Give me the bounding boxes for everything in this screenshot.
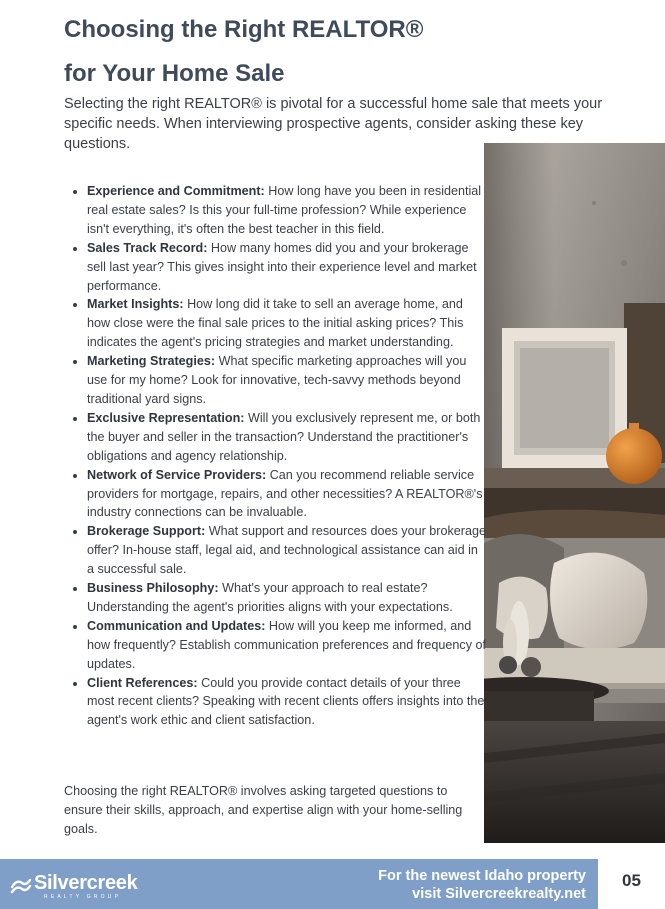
question-text: Will you exclusively represent me, or both the buyer and seller in the transaction? Understand the practitioner's obligations and agency relationship. — [87, 410, 481, 463]
list-item — [87, 466, 487, 523]
logo-wordmark: Silvercreek — [34, 872, 138, 894]
page-title — [64, 8, 624, 96]
question-heading: Network of Service Providers: — [87, 467, 267, 482]
list-item — [87, 579, 487, 617]
list-item — [87, 409, 487, 466]
question-heading: Client References: — [87, 675, 198, 690]
question-text: How many homes did you and your brokerage sell last year? This gives insight into their experience level and market performance. — [87, 240, 477, 293]
silvercreek-logo-icon — [10, 873, 32, 895]
question-text: What specific marketing approaches will you use for my home? Look for innovative, tech-savvy methods beyond traditional yard signs. — [87, 354, 467, 406]
list-item — [87, 239, 487, 296]
list-item — [87, 295, 487, 352]
interview-questions-list — [64, 182, 487, 730]
living-room-illustration — [484, 143, 665, 843]
silvercreek-logo[interactable] — [10, 871, 150, 901]
question-text: What support and resources does your brokerage offer? In-house staff, legal aid, and technological assistance can aid in a successful sale. — [87, 524, 486, 577]
question-text: How long did it take to sell an average home, and how close were the final sale prices to the initial asking prices? This indicates the agent's pricing strategies and market understanding. — [87, 297, 464, 350]
question-heading: Communication and Updates: — [87, 618, 266, 633]
question-heading: Business Philosophy: — [87, 581, 219, 596]
footer-website-link[interactable]: visit Silvercreekrealty.net — [412, 886, 586, 902]
question-text: Could you provide contact details of your three most recent clients? Speaking with recent clients offers insights into the agent's work ethic and client satisfaction. — [87, 675, 485, 728]
question-heading: Marketing Strategies: — [87, 354, 216, 369]
question-text: Can you recommend reliable service providers for mortgage, repairs, and other necessities? A REALTOR®'s industry connections can be invaluable. — [87, 467, 483, 520]
list-item — [87, 617, 487, 674]
footer-promo — [378, 867, 586, 903]
list-item — [87, 522, 487, 579]
question-heading: Sales Track Record: — [87, 240, 208, 255]
list-item — [87, 674, 487, 731]
intro-paragraph: Selecting the right REALTOR® is pivotal for a successful home sale that meets your specific needs. When interviewing prospective agents, consider asking these key questions. — [64, 96, 603, 152]
question-text: How will you keep me informed, and how frequently? Establish communication preferences and frequency of updates. — [87, 618, 487, 671]
list-item — [87, 352, 487, 409]
footer-promo-line-1: For the newest Idaho property — [378, 868, 586, 884]
closing-paragraph: Choosing the right REALTOR® involves asking targeted questions to ensure their skills, approach, and expertise align with your home-selling goals. — [64, 784, 463, 836]
question-heading: Brokerage Support: — [87, 524, 206, 539]
logo-tagline: REALTY GROUP — [44, 894, 122, 900]
question-text: How long have you been in residential real estate sales? Is this your full-time profession? While experience isn't everything, it's often the best teacher in this field. — [87, 184, 482, 236]
footer-bar — [0, 859, 598, 909]
page-title-line-2: for Your Home Sale — [64, 60, 285, 87]
living-room-photo — [484, 143, 665, 843]
question-heading: Market Insights: — [87, 297, 184, 312]
question-heading: Exclusive Representation: — [87, 410, 245, 425]
page-number: 05 — [598, 859, 665, 909]
page-title-line-1: Choosing the Right REALTOR® — [64, 16, 424, 43]
list-item — [87, 182, 487, 239]
question-heading: Experience and Commitment: — [87, 184, 265, 198]
question-text: What's your approach to real estate? Understanding the agent's priorities aligns with your expectations. — [87, 581, 453, 614]
